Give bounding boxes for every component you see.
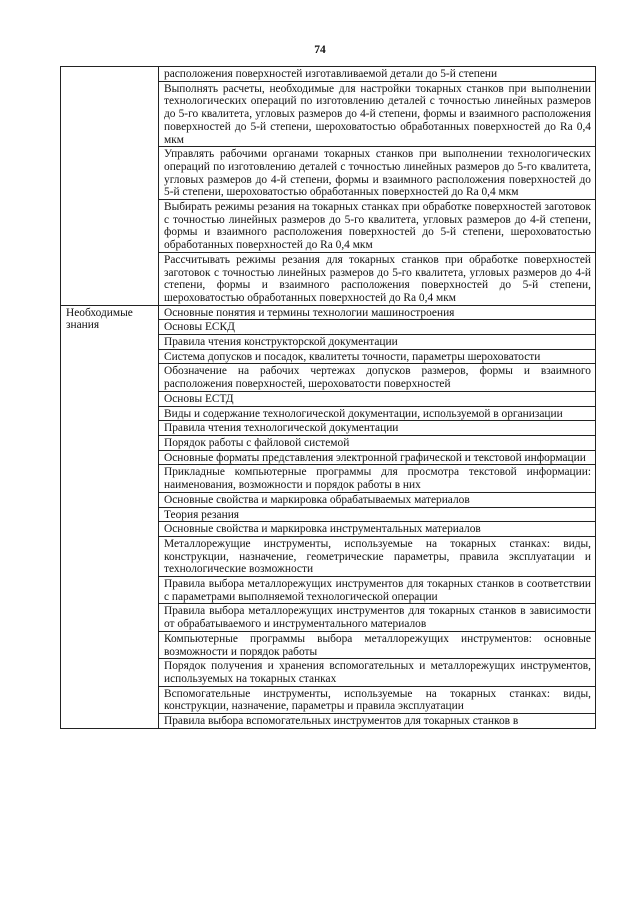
table-cell: Прикладные компьютерные программы для просмотра текстовой информации: наименования, возможности и порядок работы в них bbox=[159, 465, 596, 492]
table-cell: Правила чтения технологической документации bbox=[159, 421, 596, 436]
table-cell: Основные форматы представления электронной графической и текстовой информации bbox=[159, 450, 596, 465]
table-cell: Основные свойства и маркировка инструментальных материалов bbox=[159, 522, 596, 537]
table-cell: Обозначение на рабочих чертежах допусков размеров, формы и взаимного расположения поверхностей, шероховатости поверхностей bbox=[159, 364, 596, 391]
table-row bbox=[61, 67, 596, 82]
table-cell: Рассчитывать режимы резания для токарных станков при обработке поверхностей заготовок с точностью линейных размеров до 5-го квалитета, угловых размеров до 4-й степени, формы и взаимного расположения поверхностей до 5-й степени, шероховатостью обработанных поверхностей до Ra 0,4 мкм bbox=[159, 252, 596, 305]
table-cell: Порядок работы с файловой системой bbox=[159, 435, 596, 450]
page-number: 74 bbox=[314, 44, 326, 56]
table-cell: Правила чтения конструкторской документации bbox=[159, 335, 596, 350]
table-cell: Выполнять расчеты, необходимые для настройки токарных станков при выполнении технологических операций по изготовлению деталей с точностью линейных размеров до 5-го квалитета, угловых размеров до 4-й степени, формы и взаимного расположения поверхностей до 5-й степени, шероховатостью обработанных поверхностей до Ra 0,4 мкм bbox=[159, 81, 596, 147]
table-cell: Компьютерные программы выбора металлорежущих инструментов: основные возможности и порядок работы bbox=[159, 631, 596, 658]
table-row bbox=[61, 305, 596, 320]
table-cell: Управлять рабочими органами токарных станков при выполнении технологических операций по изготовлению деталей с точностью линейных размеров до 5-го квалитета, угловых размеров до 4-й степени, формы и взаимного расположения поверхностей до 5-й степени, шероховатостью обработанных поверхностей до Ra 0,4 мкм bbox=[159, 147, 596, 200]
table-cell: Теория резания bbox=[159, 507, 596, 522]
table-cell: Выбирать режимы резания на токарных станках при обработке поверхностей заготовок с точностью линейных размеров до 5-го квалитета, угловых размеров до 4-й степени, формы и взаимного расположения поверхностей до 5-й степени, шероховатостью обработанных поверхностей до Ra 0,4 мкм bbox=[159, 200, 596, 253]
table-cell: Виды и содержание технологической документации, используемой в организации bbox=[159, 406, 596, 421]
table-cell: Правила выбора вспомогательных инструментов для токарных станков в bbox=[159, 714, 596, 729]
table-cell: Порядок получения и хранения вспомогательных и металлорежущих инструментов, используемых на токарных станках bbox=[159, 659, 596, 686]
table-cell: Основы ЕСТД bbox=[159, 391, 596, 406]
table-cell: Правила выбора металлорежущих инструментов для токарных станков в зависимости от обрабатываемого и инструментального материалов bbox=[159, 604, 596, 631]
table-cell: Вспомогательные инструменты, используемые на токарных станках: виды, конструкции, назначение, параметры и правила эксплуатации bbox=[159, 686, 596, 713]
table-cell: Основные свойства и маркировка обрабатываемых материалов bbox=[159, 492, 596, 507]
table-cell: Основные понятия и термины технологии машиностроения bbox=[159, 305, 596, 320]
table-cell: Основы ЕСКД bbox=[159, 320, 596, 335]
table-cell: расположения поверхностей изготавливаемой детали до 5-й степени bbox=[159, 67, 596, 82]
section-label-empty bbox=[61, 67, 159, 306]
table-cell: Металлорежущие инструменты, используемые на токарных станках: виды, конструкции, назначение, геометрические параметры, правила эксплуатации и технологические возможности bbox=[159, 536, 596, 576]
section-label: Необходимые знания bbox=[61, 305, 159, 728]
table-cell: Система допусков и посадок, квалитеты точности, параметры шероховатости bbox=[159, 349, 596, 364]
table-cell: Правила выбора металлорежущих инструментов для токарных станков в соответствии с параметрами выполняемой технологической операции bbox=[159, 577, 596, 604]
requirements-table bbox=[60, 66, 596, 729]
